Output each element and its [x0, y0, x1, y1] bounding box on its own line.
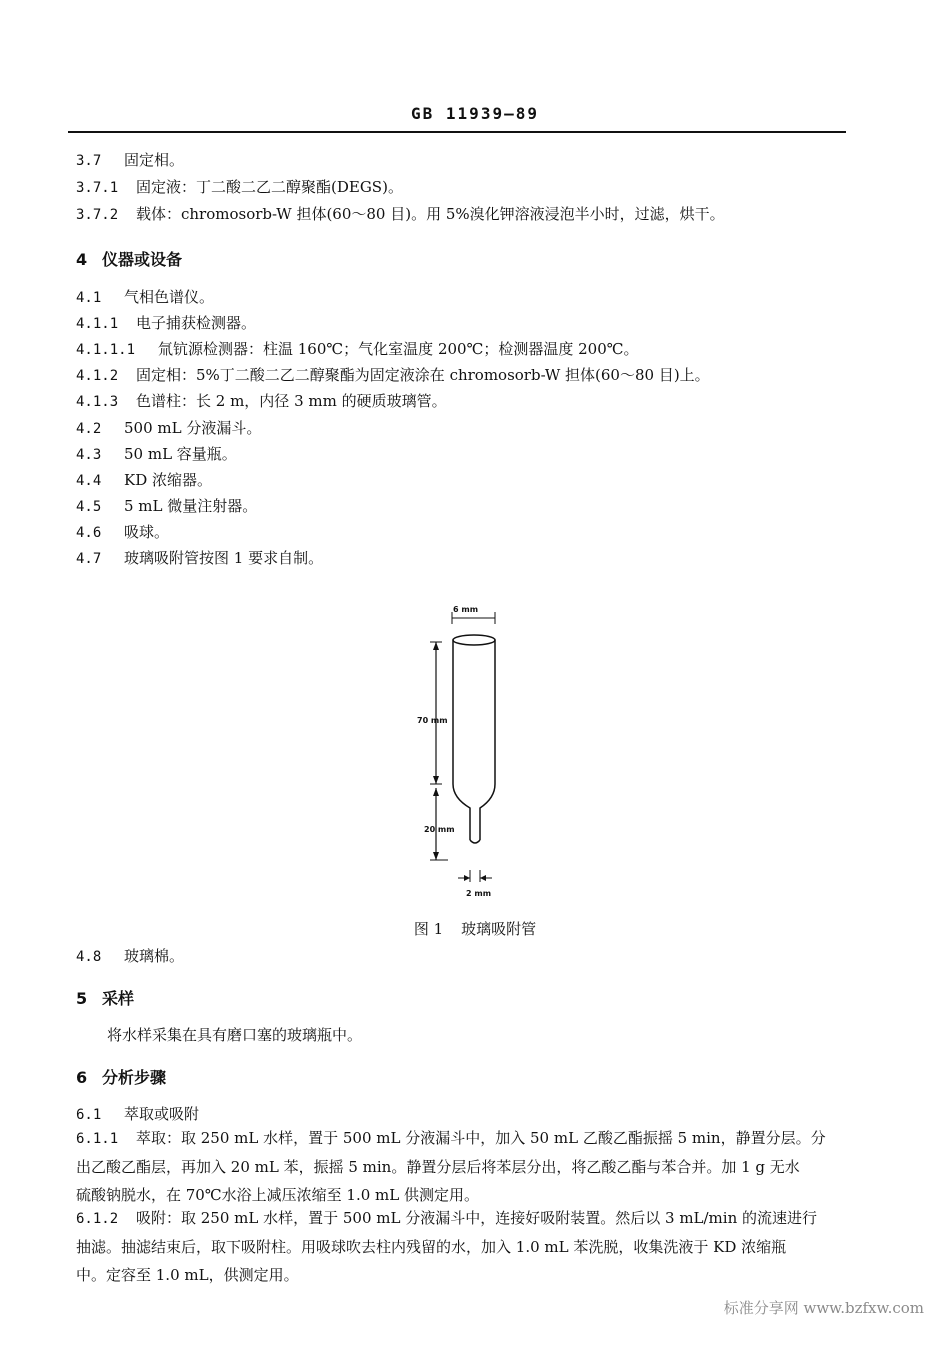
item-text: 固定相：5%丁二酸二乙二醇聚酯为固定液涂在 chromosorb-W 担体(60～80 目)上。	[136, 366, 710, 384]
heading-number: 4	[76, 250, 88, 269]
paragraph-line: 6.1.1 萃取：取 250 mL 水样，置于 500 mL 分液漏斗中，加入 50 mL 乙酸乙酯振摇 5 min，静置分层。分	[76, 1124, 856, 1153]
dim-top-label: 6 mm	[453, 605, 479, 614]
header-rule	[68, 131, 846, 133]
item-4-1-1-1	[76, 339, 639, 360]
section-heading-5	[76, 986, 134, 1009]
heading-title: 仪器或设备	[102, 250, 183, 269]
item-number: 4.4	[76, 473, 102, 489]
item-number: 4.1	[76, 290, 102, 306]
item-4-1-2	[76, 365, 710, 386]
item-text: 50 mL 容量瓶。	[124, 445, 237, 463]
heading-number: 6	[76, 1068, 88, 1087]
item-number: 6.1.1	[76, 1131, 119, 1147]
item-text: 500 mL 分液漏斗。	[124, 419, 262, 437]
paragraph-line: 抽滤。抽滤结束后，取下吸附柱。用吸球吹去柱内残留的水，加入 1.0 mL 苯洗脱，收集洗液于 KD 浓缩瓶	[76, 1238, 787, 1256]
figure-title: 玻璃吸附管	[461, 920, 537, 938]
item-6-1	[76, 1104, 199, 1125]
item-text: 电子捕获检测器。	[136, 314, 257, 332]
item-number: 4.1.1	[76, 316, 119, 332]
item-3-7	[76, 150, 184, 171]
watermark: 标准分享网 www.bzfxw.com	[723, 1299, 924, 1317]
item-text: 载体：chromosorb-W 担体(60～80 目)。用 5%溴化钾溶液浸泡半小时，过滤，烘干。	[136, 205, 725, 223]
short-dimension	[424, 788, 455, 860]
item-number: 3.7.2	[76, 207, 119, 223]
item-4-5	[76, 496, 257, 517]
item-number: 4.3	[76, 447, 102, 463]
item-4-1-1	[76, 313, 256, 334]
top-dimension	[452, 605, 495, 624]
item-number: 6.1	[76, 1107, 102, 1123]
item-4-6	[76, 522, 169, 543]
item-number: 3.7.1	[76, 180, 119, 196]
sampling-text: 将水样采集在具有磨口塞的玻璃瓶中。	[107, 1026, 363, 1044]
item-4-1	[76, 287, 214, 308]
dim-tip-label: 2 mm	[466, 889, 492, 898]
tip-dimension	[458, 870, 492, 898]
section-heading-6	[76, 1065, 166, 1088]
paragraph-6-1-1	[76, 1124, 856, 1209]
item-number: 4.1.2	[76, 368, 119, 384]
item-text: 玻璃吸附管按图 1 要求自制。	[124, 549, 324, 567]
heading-number: 5	[76, 989, 88, 1008]
item-number: 4.2	[76, 421, 102, 437]
item-text: 玻璃棉。	[124, 947, 185, 965]
long-dimension	[417, 642, 448, 784]
item-4-1-3	[76, 391, 447, 412]
paragraph-line: 中。定容至 1.0 mL，供测定用。	[76, 1266, 299, 1284]
tube-body	[453, 635, 495, 843]
item-4-4	[76, 470, 212, 491]
item-number: 4.5	[76, 499, 102, 515]
item-number: 4.7	[76, 551, 102, 567]
paragraph-line: 硫酸钠脱水，在 70℃水浴上减压浓缩至 1.0 mL 供测定用。	[76, 1186, 479, 1204]
item-4-8	[76, 946, 184, 967]
heading-title: 分析步骤	[102, 1068, 167, 1087]
dim-long-label: 70 mm	[417, 716, 448, 725]
item-number: 4.8	[76, 949, 102, 965]
item-text: 萃取或吸附	[124, 1105, 200, 1123]
item-4-7	[76, 548, 323, 569]
figure-label: 图 1	[413, 920, 444, 938]
item-text: 5 mL 微量注射器。	[124, 497, 258, 515]
item-text: 氚钪源检测器：柱温 160℃；气化室温度 200℃；检测器温度 200℃。	[158, 340, 639, 358]
dim-short-label: 20 mm	[424, 825, 455, 834]
item-text: 色谱柱：长 2 m，内径 3 mm 的硬质玻璃管。	[136, 392, 447, 410]
heading-title: 采样	[102, 989, 135, 1008]
item-3-7-2	[76, 204, 725, 225]
page-header: GB 11939—89	[411, 104, 539, 123]
item-number: 4.1.1.1	[76, 342, 136, 358]
item-number: 6.1.2	[76, 1211, 119, 1227]
item-text: 固定相。	[124, 151, 185, 169]
item-4-3	[76, 444, 237, 465]
item-3-7-1	[76, 177, 403, 198]
paragraph-6-1-2	[76, 1204, 856, 1289]
item-number: 4.6	[76, 525, 102, 541]
item-number: 4.1.3	[76, 394, 119, 410]
item-text: KD 浓缩器。	[124, 471, 213, 489]
item-text: 气相色谱仪。	[124, 288, 215, 306]
paragraph-line: 6.1.2 吸附：取 250 mL 水样，置于 500 mL 分液漏斗中，连接好吸附装置。然后以 3 mL/min 的流速进行	[76, 1204, 856, 1233]
item-text: 吸球。	[124, 523, 170, 541]
figure-caption	[0, 918, 950, 939]
item-text: 固定液：丁二酸二乙二醇聚酯(DEGS)。	[136, 178, 403, 196]
item-number: 3.7	[76, 153, 102, 169]
paragraph-line: 出乙酸乙酯层，再加入 20 mL 苯，振摇 5 min。静置分层后将苯层分出，将乙酸乙酯与苯合并。加 1 g 无水	[76, 1158, 800, 1176]
item-4-2	[76, 418, 261, 439]
section-heading-4	[76, 247, 182, 270]
adsorption-tube-figure	[400, 598, 520, 898]
